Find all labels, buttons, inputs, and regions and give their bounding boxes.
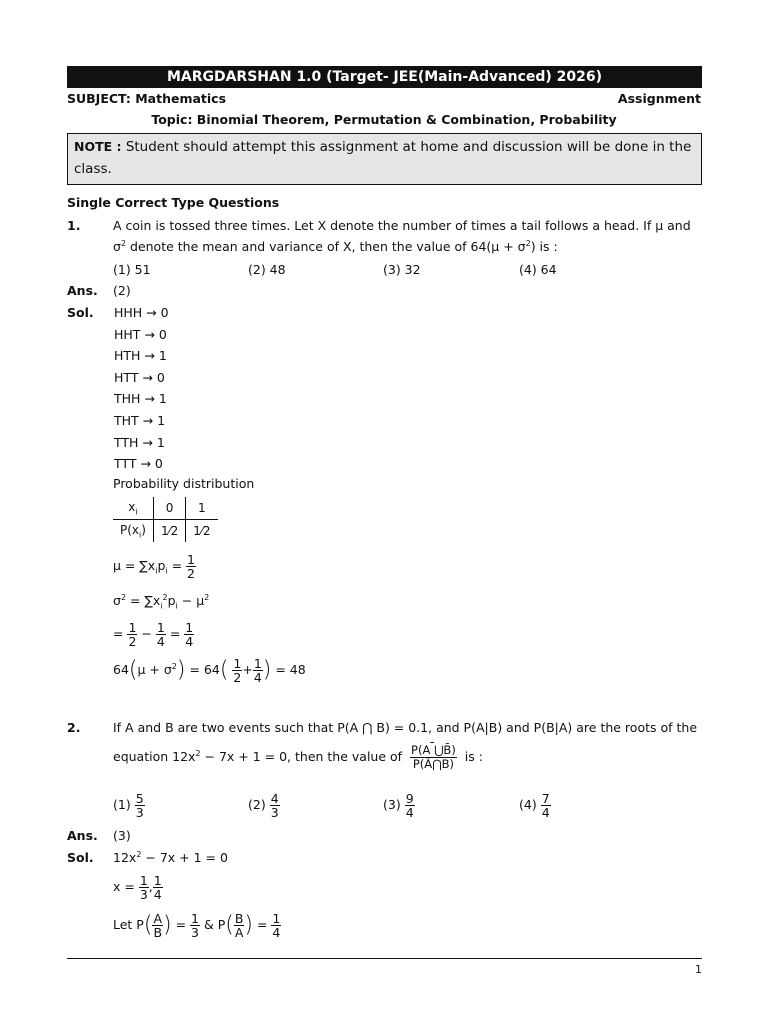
outcome-hhh: HHH → 0 <box>114 305 169 320</box>
distribution-table: $x_i$ 0 1 $P(x_i)$ 1⁄2 1⁄2 <box>113 497 218 542</box>
variance-value: = $\frac{1}{2}$ − $\frac{1}{4}$ = $\frac{1}{4}$ <box>113 620 194 649</box>
q1-option-1[interactable]: (1) 51 <box>113 262 151 277</box>
q1-option-2[interactable]: (2) 48 <box>248 262 286 277</box>
topic-line: Topic: Binomial Theorem, Permutation & Combination, Probability <box>151 112 617 127</box>
q1-ans: (2) <box>113 283 131 298</box>
assignment-label: Assignment <box>617 91 701 106</box>
outcome-ttt: TTT → 0 <box>114 456 163 471</box>
outcome-thh: THH → 1 <box>114 391 167 406</box>
outcome-hth: HTH → 1 <box>114 348 167 363</box>
outcome-htt: HTT → 0 <box>114 370 165 385</box>
q2-sol-label: Sol. <box>67 850 94 865</box>
outcome-tth: TTH → 1 <box>114 435 165 450</box>
q2-option-1[interactable]: (1) $\frac{5}{3}$ <box>113 791 144 820</box>
note-label: NOTE : <box>74 139 122 154</box>
q1-option-4[interactable]: (4) 64 <box>519 262 557 277</box>
document-title: MARGDARSHAN 1.0 (Target- JEE(Main-Advanced) 2026) <box>67 66 702 88</box>
q1-line2: $\sigma^2$ denote the mean and variance of X, then the value of $64(\mu + \sigma^2)$ is : <box>113 239 558 255</box>
q2-line1: If A and B are two events such that P(A ⋂ B) = 0.1, and P(A|B) and P(B|A) are the roots of the <box>113 720 698 735</box>
q2-ans: (3) <box>113 828 131 843</box>
q1-ans-label: Ans. <box>67 283 98 298</box>
q2-option-3[interactable]: (3) $\frac{9}{4}$ <box>383 791 414 820</box>
note-box <box>67 133 702 185</box>
q2-sol-equation: $12x^2 - 7x + 1 = 0$ <box>113 850 228 866</box>
q2-option-2[interactable]: (2) $\frac{4}{3}$ <box>248 791 279 820</box>
q2-let-statement: Let P( $\frac{A}{B}$ ) = $\frac{1}{3}$ & P( $\frac{B}{A}$ ) = $\frac{1}{4}$ <box>113 911 281 940</box>
q2-roots: x = $\frac{1}{3}$ , $\frac{1}{4}$ <box>113 873 162 902</box>
prob-dist-label: Probability distribution <box>113 476 255 491</box>
note-text: Student should attempt this assignment at home and discussion will be done in the class. <box>74 139 692 177</box>
q1-sol-label: Sol. <box>67 305 94 320</box>
section-title: Single Correct Type Questions <box>67 195 280 210</box>
footer-divider <box>67 958 702 959</box>
final-computation: $64(\mu + \sigma^2) = 64$( $\frac{1}{2}$ + $\frac{1}{4}$ ) = 48 <box>113 656 306 685</box>
q2-option-4[interactable]: (4) $\frac{7}{4}$ <box>519 791 550 820</box>
q1-option-3[interactable]: (3) 32 <box>383 262 421 277</box>
outcome-hht: HHT → 0 <box>114 327 167 342</box>
variance-formula: $\sigma^2 = \sum x_i^2p_i - \mu^2$ <box>113 593 210 611</box>
subject-label: SUBJECT: Mathematics <box>67 91 227 106</box>
mean-formula: $\mu = \sum x_ip_i$ = $\frac{1}{2}$ <box>113 552 195 581</box>
page-number: 1 <box>695 963 702 976</box>
q2-ans-label: Ans. <box>67 828 98 843</box>
outcome-tht: THT → 1 <box>114 413 166 428</box>
q1-line1: A coin is tossed three times. Let X denote the number of times a tail follows a head. If μ and <box>113 218 691 233</box>
q1-number: 1. <box>67 218 81 233</box>
q2-number: 2. <box>67 720 81 735</box>
q2-line2: equation $12x^2 - 7x + 1 = 0$, then the value of $\frac{P(A ⋃B̄)}{P(Ā⋂B̄)}$ is : <box>113 743 483 771</box>
